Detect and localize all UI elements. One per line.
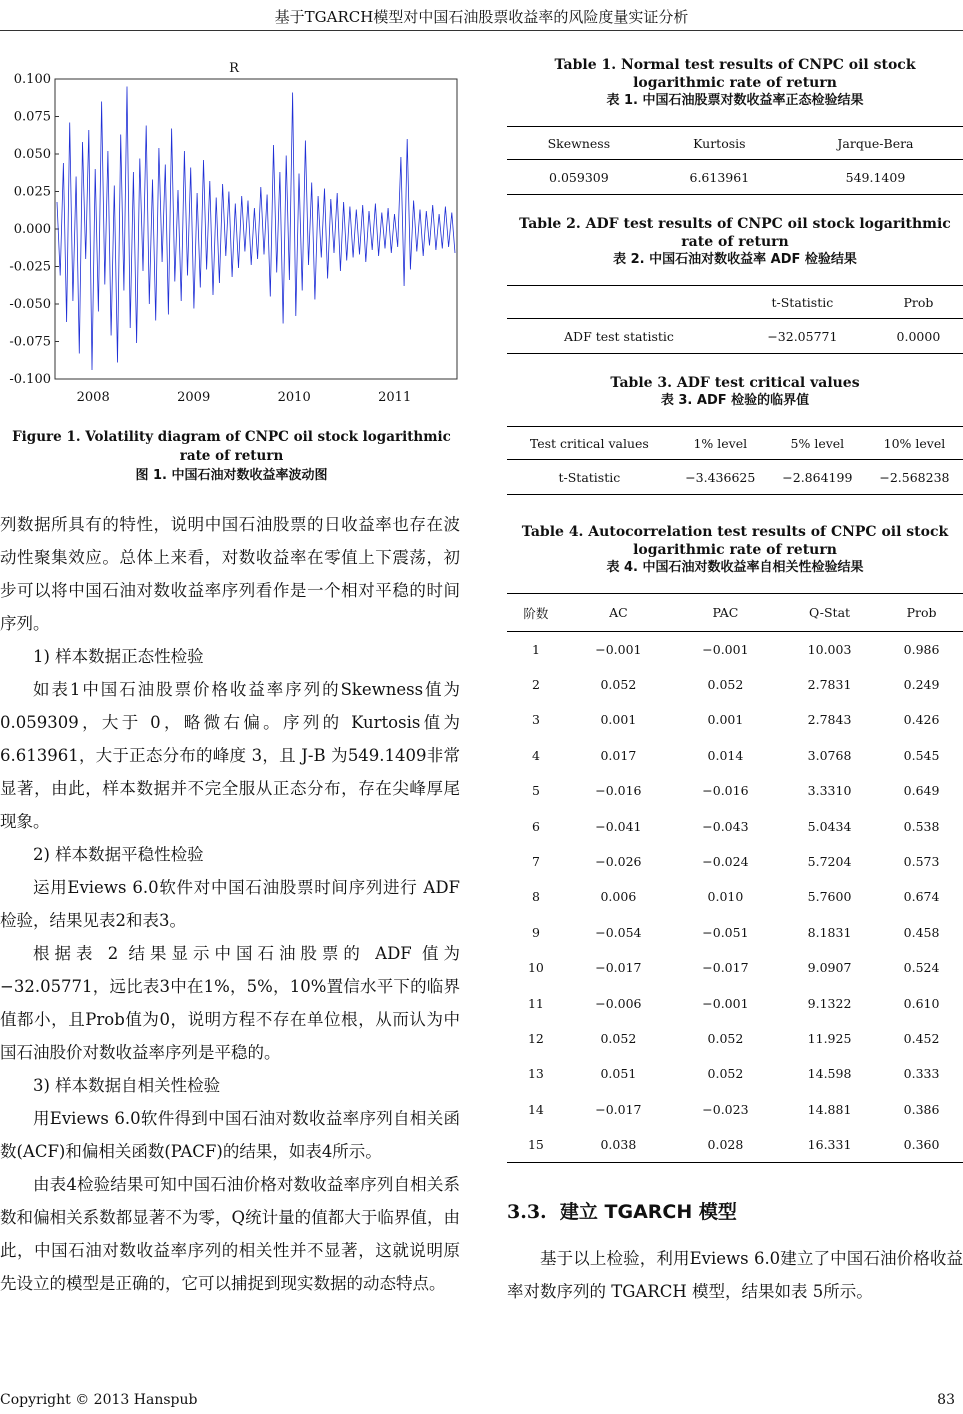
table-cell: −0.001: [595, 641, 642, 657]
y-tick-label: 0.075: [13, 109, 51, 125]
table-cell: 2.7831: [807, 677, 852, 693]
table-row: [507, 738, 963, 773]
table-header-cell: AC: [609, 605, 628, 620]
table-cell: 5: [531, 783, 540, 799]
table4: [507, 593, 963, 1163]
table-cell: 14: [527, 1101, 544, 1117]
left-column-text: [0, 508, 460, 1300]
table3-caption-en: Table 3. ADF test critical values: [610, 375, 860, 391]
table1: [507, 126, 963, 195]
table-cell: 4: [531, 747, 540, 763]
subsection-heading: 3) 样本数据自相关性检验: [33, 1076, 221, 1095]
table-cell: 0.545: [903, 747, 940, 763]
table-cell: 0.001: [707, 712, 744, 728]
table-cell: −2.568238: [879, 469, 950, 485]
table-header-cell: 1% level: [693, 435, 748, 451]
table-cell: 0.0000: [896, 328, 941, 344]
table-cell: −0.051: [702, 924, 749, 940]
page-number: 83: [937, 1392, 955, 1408]
table-header-cell: Jarque-Bera: [837, 135, 914, 151]
table-cell: 0.610: [903, 995, 940, 1011]
table-cell: ADF test statistic: [564, 328, 674, 344]
table-row: [507, 915, 963, 950]
table-cell: 6.613961: [689, 169, 750, 185]
table-header-cell: Kurtosis: [693, 135, 746, 151]
table-row: [507, 632, 963, 667]
table-cell: 16.331: [807, 1136, 852, 1152]
y-tick-label: 0.025: [13, 184, 51, 200]
table-cell: 0.052: [600, 1030, 637, 1046]
table4-caption: [507, 523, 963, 577]
table-cell: −0.023: [702, 1101, 749, 1117]
table-cell: 0.038: [600, 1136, 637, 1152]
table-cell: −0.006: [595, 995, 642, 1011]
x-tick-label: 2009: [177, 390, 211, 405]
y-tick-label: -0.050: [9, 297, 51, 312]
table-row: [507, 808, 963, 843]
table-header-cell: Test critical values: [529, 435, 649, 451]
table1-caption-en: Table 1. Normal test results of CNPC oil stock logarithmic rate of return: [554, 57, 916, 91]
table-cell: −0.054: [595, 924, 642, 940]
table-row: [507, 1092, 963, 1127]
table-cell: 1: [531, 641, 540, 657]
table-cell: −0.043: [702, 818, 749, 834]
table-cell: 14.881: [807, 1101, 852, 1117]
table-cell: 0.017: [600, 747, 637, 763]
table-cell: t-Statistic: [558, 469, 621, 485]
table-cell: 0.001: [600, 712, 637, 728]
table-cell: 5.7204: [807, 854, 852, 870]
table-cell: −0.001: [702, 995, 749, 1011]
table1-caption: [507, 56, 963, 110]
figure-caption-en: Figure 1. Volatility diagram of CNPC oil stock logarithmic rate of return: [12, 429, 451, 464]
table-cell: 11: [527, 995, 544, 1011]
table-cell: 0.524: [903, 960, 940, 976]
table-cell: 0.051: [600, 1066, 637, 1082]
table-cell: 0.333: [903, 1066, 940, 1082]
section-paragraph: 基于以上检验，利用Eviews 6.0建立了中国石油价格收益率对数序列的 TGARCH 模型，结果如表 5所示。: [507, 1248, 963, 1301]
y-tick-label: -0.025: [9, 259, 51, 275]
table3: [507, 426, 963, 495]
table-header-cell: PAC: [712, 605, 739, 620]
table-cell: 0.360: [903, 1136, 940, 1152]
x-tick-label: 2011: [378, 390, 412, 405]
table-cell: −0.017: [595, 1101, 642, 1117]
table-row: [507, 773, 963, 808]
paragraph: 用Eviews 6.0软件得到中国石油对数收益率序列自相关函数(ACF)和偏相关函数(PACF)的结果，如表4所示。: [0, 1109, 460, 1161]
section-title: 建立 TGARCH 模型: [559, 1200, 737, 1223]
table-cell: 549.1409: [845, 169, 906, 185]
table-cell: 10: [527, 960, 544, 976]
table-cell: −0.041: [595, 818, 642, 834]
paragraph: 根据表 2 结果显示中国石油股票的 ADF 值为−32.05771，远比表3中在1%，5%，10%置信水平下的临界值都小，且Prob值为0，说明方程不存在单位根，从而认为中国石油股价对数收益率序列是平稳的。: [0, 944, 460, 1062]
y-tick-label: 0.000: [13, 222, 51, 237]
x-tick-label: 2010: [277, 390, 311, 405]
table-cell: 0.052: [707, 677, 744, 693]
table-cell: 14.598: [807, 1066, 852, 1082]
table-cell: 5.7600: [807, 889, 852, 905]
figure-caption-zh: 图 1. 中国石油对数收益率波动图: [135, 468, 328, 483]
paragraph: 由表4检验结果可知中国石油价格对数收益率序列自相关系数和偏相关系数都显著不为零，Q统计量的值都大于临界值，由此，中国石油对数收益率序列的相关性并不显著，这就说明原先设立的模型是正确的，它可以捕捉到现实数据的动态特点。: [0, 1175, 460, 1293]
table-cell: 8.1831: [807, 924, 852, 940]
table-cell: 2.7843: [807, 712, 852, 728]
table-cell: 0.052: [707, 1030, 744, 1046]
table-header-cell: [507, 286, 731, 319]
table-cell: −0.016: [595, 783, 642, 799]
table-header-cell: Skewness: [547, 135, 611, 151]
paragraph: 列数据所具有的特性，说明中国石油股票的日收益率也存在波动性聚集效应。总体上来看，对数收益率在零值上下震荡，初步可以将中国石油对数收益率序列看作是一个相对平稳的时间序列。: [0, 515, 460, 633]
table-row: [507, 950, 963, 985]
figure-1: [0, 56, 463, 416]
table-cell: 0.059309: [549, 169, 609, 185]
table4-caption-zh: 表 4. 中国石油对数收益率自相关性检验结果: [606, 560, 864, 575]
table-row: [507, 844, 963, 879]
table-cell: −32.05771: [767, 328, 838, 344]
table-header-cell: 5% level: [790, 435, 845, 451]
table-header-cell: Prob: [906, 605, 937, 620]
table-cell: −0.017: [702, 960, 749, 976]
table-cell: 10.003: [807, 641, 852, 657]
table-row: [507, 1127, 963, 1162]
table2: [507, 285, 963, 354]
table-cell: −0.017: [595, 960, 642, 976]
section-heading: [507, 1197, 963, 1224]
table-cell: 3: [531, 712, 540, 728]
table-cell: 15: [527, 1136, 544, 1152]
table-cell: 0.249: [903, 677, 940, 693]
section-number: 3.3.: [507, 1200, 547, 1223]
table-cell: 6: [531, 818, 540, 834]
table-cell: −0.024: [702, 854, 749, 870]
subsection-heading: 2) 样本数据平稳性检验: [33, 845, 204, 864]
table-cell: −0.001: [702, 641, 749, 657]
table-cell: 3.0768: [807, 747, 852, 763]
table-header-cell: 10% level: [883, 435, 946, 451]
paragraph: 运用Eviews 6.0软件对中国石油股票时间序列进行 ADF检验，结果见表2和表3。: [0, 878, 460, 930]
table2-caption-en: Table 2. ADF test results of CNPC oil stock logarithmic rate of return: [519, 216, 951, 250]
table-cell: 8: [531, 889, 540, 905]
footer-copyright: Copyright © 2013 Hanspub: [0, 1392, 198, 1408]
table-header-cell: Prob: [903, 294, 934, 310]
subsection-heading: 1) 样本数据正态性检验: [33, 647, 204, 666]
table-row: [507, 985, 963, 1020]
table-row: [507, 667, 963, 702]
table-cell: 2: [531, 677, 540, 693]
y-tick-label: 0.050: [13, 147, 51, 162]
table-cell: 7: [531, 854, 540, 870]
paragraph: 如表1中国石油股票价格收益率序列的Skewness值为 0.059309，大于 0，略微右偏。序列的 Kurtosis值为 6.613961，大于正态分布的峰度 3，且 J-B 为549.1409非常显著，由此，样本数据并不完全服从正态分布，存在尖峰厚尾现象。: [0, 680, 460, 831]
table-cell: 0.014: [707, 747, 744, 763]
table-cell: 9: [531, 924, 540, 940]
right-column: [507, 56, 963, 1308]
table-cell: 3.3310: [807, 783, 852, 799]
table-cell: 0.452: [903, 1030, 940, 1046]
table-cell: 13: [527, 1066, 544, 1082]
table3-caption-zh: 表 3. ADF 检验的临界值: [660, 393, 810, 408]
table-cell: 0.028: [707, 1136, 744, 1152]
table-cell: 0.426: [903, 712, 940, 728]
y-tick-label: -0.100: [9, 372, 51, 387]
table-cell: 0.649: [903, 783, 940, 799]
table-cell: 12: [527, 1030, 544, 1046]
running-header: 基于TGARCH模型对中国石油股票收益率的风险度量实证分析: [274, 8, 689, 26]
table-cell: −0.016: [702, 783, 749, 799]
table-cell: 0.458: [903, 924, 940, 940]
table-cell: 0.006: [600, 889, 637, 905]
table-cell: 0.674: [903, 889, 940, 905]
table-row: [507, 1056, 963, 1091]
table-header-cell: Q-Stat: [809, 605, 851, 620]
table-cell: 0.010: [707, 889, 744, 905]
y-tick-label: -0.075: [9, 334, 51, 350]
table-cell: −3.436625: [685, 469, 756, 485]
table-cell: −2.864199: [782, 469, 853, 485]
table-cell: 0.538: [903, 818, 940, 834]
table-cell: 11.925: [807, 1030, 852, 1046]
table-cell: 0.052: [600, 677, 637, 693]
table3-caption: [507, 374, 963, 410]
table-header-cell: t-Statistic: [771, 294, 834, 310]
table1-caption-zh: 表 1. 中国石油股票对数收益率正态检验结果: [606, 93, 864, 108]
table-cell: 0.052: [707, 1066, 744, 1082]
table-cell: 0.986: [903, 641, 940, 657]
volatility-chart: [0, 56, 463, 416]
x-tick-label: 2008: [76, 390, 110, 405]
table-row: [507, 879, 963, 914]
header-rule: [0, 30, 963, 31]
y-tick-label: 0.100: [13, 72, 51, 87]
table-cell: 5.0434: [807, 818, 852, 834]
table2-caption: [507, 215, 963, 269]
table4-caption-en: Table 4. Autocorrelation test results of CNPC oil stock logarithmic rate of return: [521, 524, 949, 558]
table-cell: 0.386: [903, 1101, 940, 1117]
table-cell: 9.1322: [807, 995, 852, 1011]
table-cell: −0.026: [595, 854, 642, 870]
table-row: [507, 1021, 963, 1056]
table-cell: 0.573: [903, 854, 940, 870]
table-row: [507, 702, 963, 737]
table2-caption-zh: 表 2. 中国石油对数收益率 ADF 检验结果: [613, 252, 857, 267]
table-cell: 9.0907: [807, 960, 852, 976]
table-header-cell: 阶数: [523, 605, 549, 621]
chart-title: R: [229, 61, 239, 76]
figure-caption: [0, 428, 463, 485]
